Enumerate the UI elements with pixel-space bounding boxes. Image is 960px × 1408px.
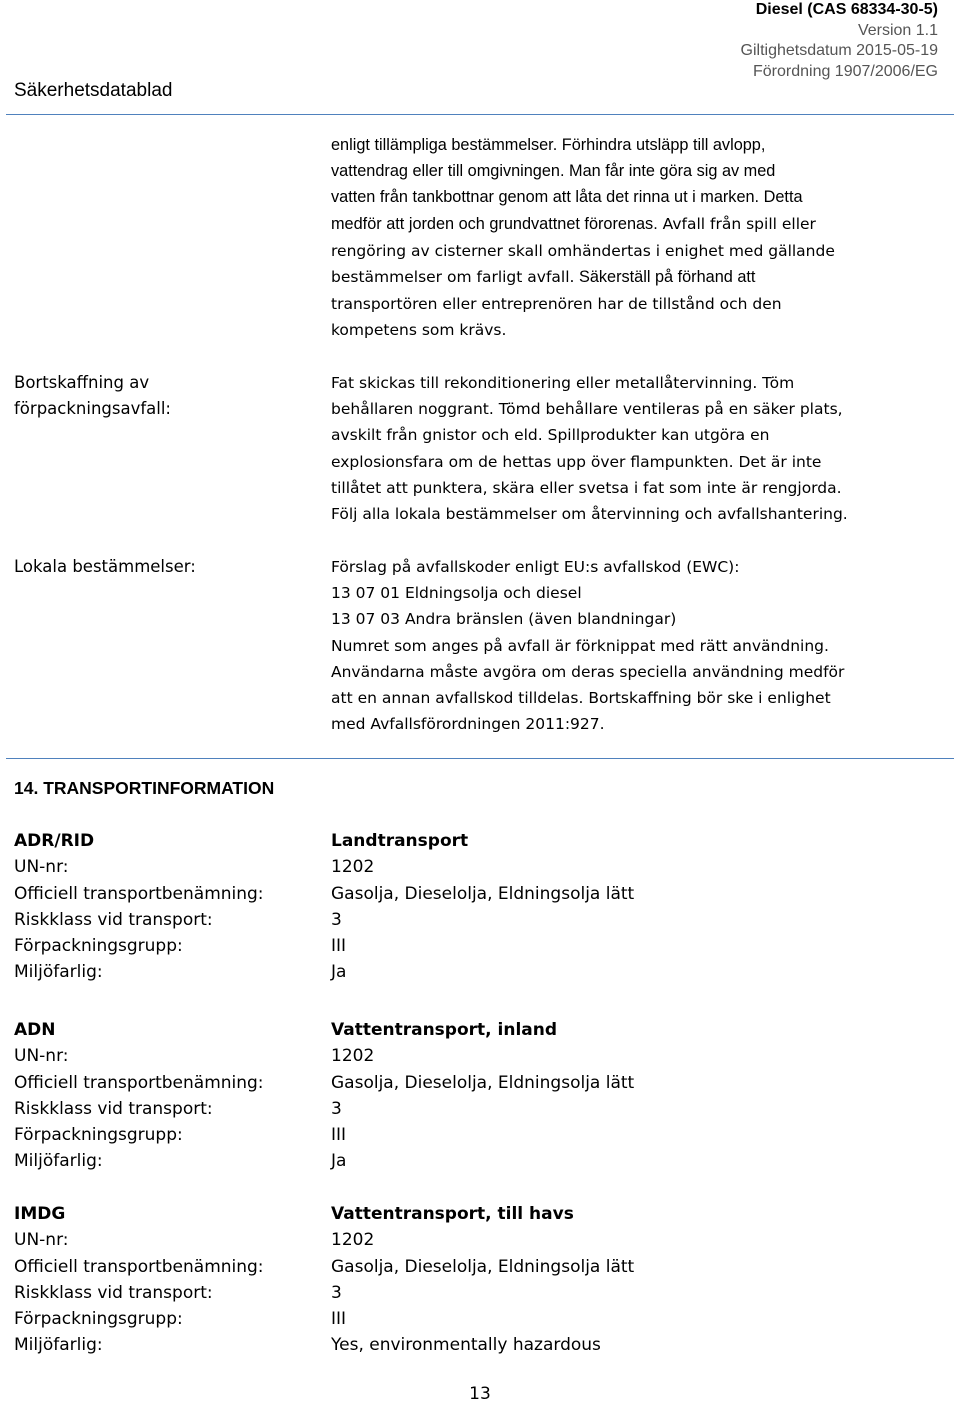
local-regulations-text [331, 554, 956, 737]
row-key: UN-nr: [14, 1230, 69, 1251]
row-value: Gasolja, Dieselolja, Eldningsolja lätt [331, 883, 635, 904]
row-value: 1202 [331, 1046, 375, 1067]
packaging-disposal-label [14, 370, 171, 422]
row-value: Gasolja, Dieselolja, Eldningsolja lätt [331, 1072, 635, 1093]
transport-group-adr [14, 828, 944, 986]
transport-row [14, 1306, 944, 1332]
text-line: med Avfallsförordningen 2011:927. [331, 715, 605, 734]
text-line [331, 264, 956, 291]
transport-code: IMDG [14, 1204, 66, 1224]
validity-date: Giltighetsdatum 2015-05-19 [740, 42, 938, 59]
regulation-text: Förordning 1907/2006/EG [752, 62, 938, 80]
text-line: tillåtet att punktera, skära eller svetsa i fat som inte är rengjorda. [331, 478, 842, 497]
row-key: Riskklass vid transport: [14, 1098, 213, 1119]
transport-row [14, 1070, 944, 1096]
row-key: Riskklass vid transport: [14, 909, 213, 930]
local-regulations-label: Lokala bestämmelser: [14, 557, 196, 576]
transport-row [14, 933, 944, 959]
text-fragment: Avfall från spill eller [657, 214, 816, 233]
text-fragment: medför att jorden och grundvattnet förorenas. [331, 214, 658, 233]
document-meta [741, 0, 938, 82]
row-value: Ja [331, 1151, 347, 1172]
document-type-title: Säkerhetsdatablad [14, 80, 173, 101]
text-fragment: bestämmelser om farligt avfall. [331, 268, 575, 287]
row-value: III [331, 936, 347, 957]
transport-group-header [14, 828, 944, 854]
row-value: 3 [331, 1282, 342, 1303]
text-fragment: Säkerställ på förhand att [574, 268, 756, 287]
text-line: explosionsfara om de hettas upp över flampunkten. Det är inte [331, 452, 822, 471]
text-line: 13 07 03 Andra bränslen (även blandningar) [331, 610, 677, 629]
transport-row [14, 907, 944, 933]
transport-row [14, 1148, 944, 1174]
transport-row [14, 1043, 944, 1069]
transport-mode: Landtransport [331, 831, 469, 851]
row-key: Förpackningsgrupp: [14, 1309, 183, 1330]
row-key: Miljöfarlig: [14, 1335, 103, 1356]
section-heading: 14. TRANSPORTINFORMATION [14, 778, 275, 798]
row-key: UN-nr: [14, 1046, 69, 1067]
row-key: Officiell transportbenämning: [14, 1256, 264, 1277]
disposal-text [331, 132, 956, 344]
row-key: Officiell transportbenämning: [14, 883, 264, 904]
transport-row [14, 1227, 944, 1253]
transport-code: ADR/RID [14, 831, 95, 851]
row-value: 1202 [331, 857, 375, 878]
transport-group-header [14, 1201, 944, 1227]
row-key: Miljöfarlig: [14, 962, 103, 983]
text-line: vatten från tankbottnar genom att låta det rinna ut i marken. Detta [331, 188, 803, 207]
transport-row [14, 1096, 944, 1122]
transport-row [14, 881, 944, 907]
transport-row [14, 854, 944, 880]
label-line: Bortskaffning av [14, 373, 150, 392]
section-divider [6, 758, 954, 759]
text-line: 13 07 01 Eldningsolja och diesel [331, 584, 582, 603]
row-value: 1202 [331, 1230, 375, 1251]
header-divider [6, 114, 954, 115]
transport-row [14, 1254, 944, 1280]
text-line: transportören eller entreprenören har de tillstånd och den [331, 295, 782, 314]
text-line [331, 211, 956, 238]
text-line: avskilt från gnistor och eld. Spillprodukter kan utgöra en [331, 426, 770, 445]
row-key: Förpackningsgrupp: [14, 1125, 183, 1146]
transport-row [14, 959, 944, 985]
row-key: Förpackningsgrupp: [14, 936, 183, 957]
row-value: 3 [331, 1098, 342, 1119]
row-value: Gasolja, Dieselolja, Eldningsolja lätt [331, 1256, 635, 1277]
transport-row [14, 1280, 944, 1306]
row-key: Riskklass vid transport: [14, 1282, 213, 1303]
text-line: Numret som anges på avfall är förknippat med rätt användning. [331, 636, 829, 655]
product-name: Diesel (CAS 68334-30-5) [755, 1, 938, 18]
transport-group-imdg [14, 1201, 944, 1359]
row-key: UN-nr: [14, 857, 69, 878]
text-line: enligt tillämpliga bestämmelser. Förhindra utsläpp till avlopp, [331, 136, 766, 154]
transport-row [14, 1122, 944, 1148]
version-text: Version 1.1 [857, 21, 938, 39]
transport-group-adn [14, 1017, 944, 1175]
text-line: att en annan avfallskod tilldelas. Bortskaffning bör ske i enlighet [331, 689, 831, 708]
text-line: rengöring av cisterner skall omhändertas i enighet med gällande [331, 241, 835, 260]
text-line: behållaren noggrant. Tömd behållare ventileras på en säker plats, [331, 400, 843, 419]
text-line: kompetens som krävs. [331, 321, 507, 340]
row-value: 3 [331, 909, 342, 930]
row-key: Miljöfarlig: [14, 1151, 103, 1172]
text-line: Följ alla lokala bestämmelser om återvinning och avfallshantering. [331, 505, 848, 524]
transport-mode: Vattentransport, till havs [331, 1204, 574, 1224]
transport-mode: Vattentransport, inland [331, 1020, 558, 1040]
page-number: 13 [469, 1384, 491, 1404]
row-key: Officiell transportbenämning: [14, 1072, 264, 1093]
transport-row [14, 1332, 944, 1358]
transport-code: ADN [14, 1020, 56, 1040]
label-line: förpackningsavfall: [14, 399, 171, 419]
text-line: Förslag på avfallskoder enligt EU:s avfallskod (EWC): [331, 558, 740, 576]
row-value: Yes, environmentally hazardous [331, 1335, 601, 1356]
row-value: Ja [331, 962, 347, 983]
row-value: III [331, 1125, 347, 1146]
packaging-disposal-text [331, 370, 956, 527]
text-line: Användarna måste avgöra om deras speciella användning medför [331, 662, 845, 681]
text-line: Fat skickas till rekonditionering eller metallåtervinning. Töm [331, 374, 795, 392]
transport-group-header [14, 1017, 944, 1043]
text-line: vattendrag eller till omgivningen. Man får inte göra sig av med [331, 162, 776, 181]
row-value: III [331, 1309, 347, 1330]
